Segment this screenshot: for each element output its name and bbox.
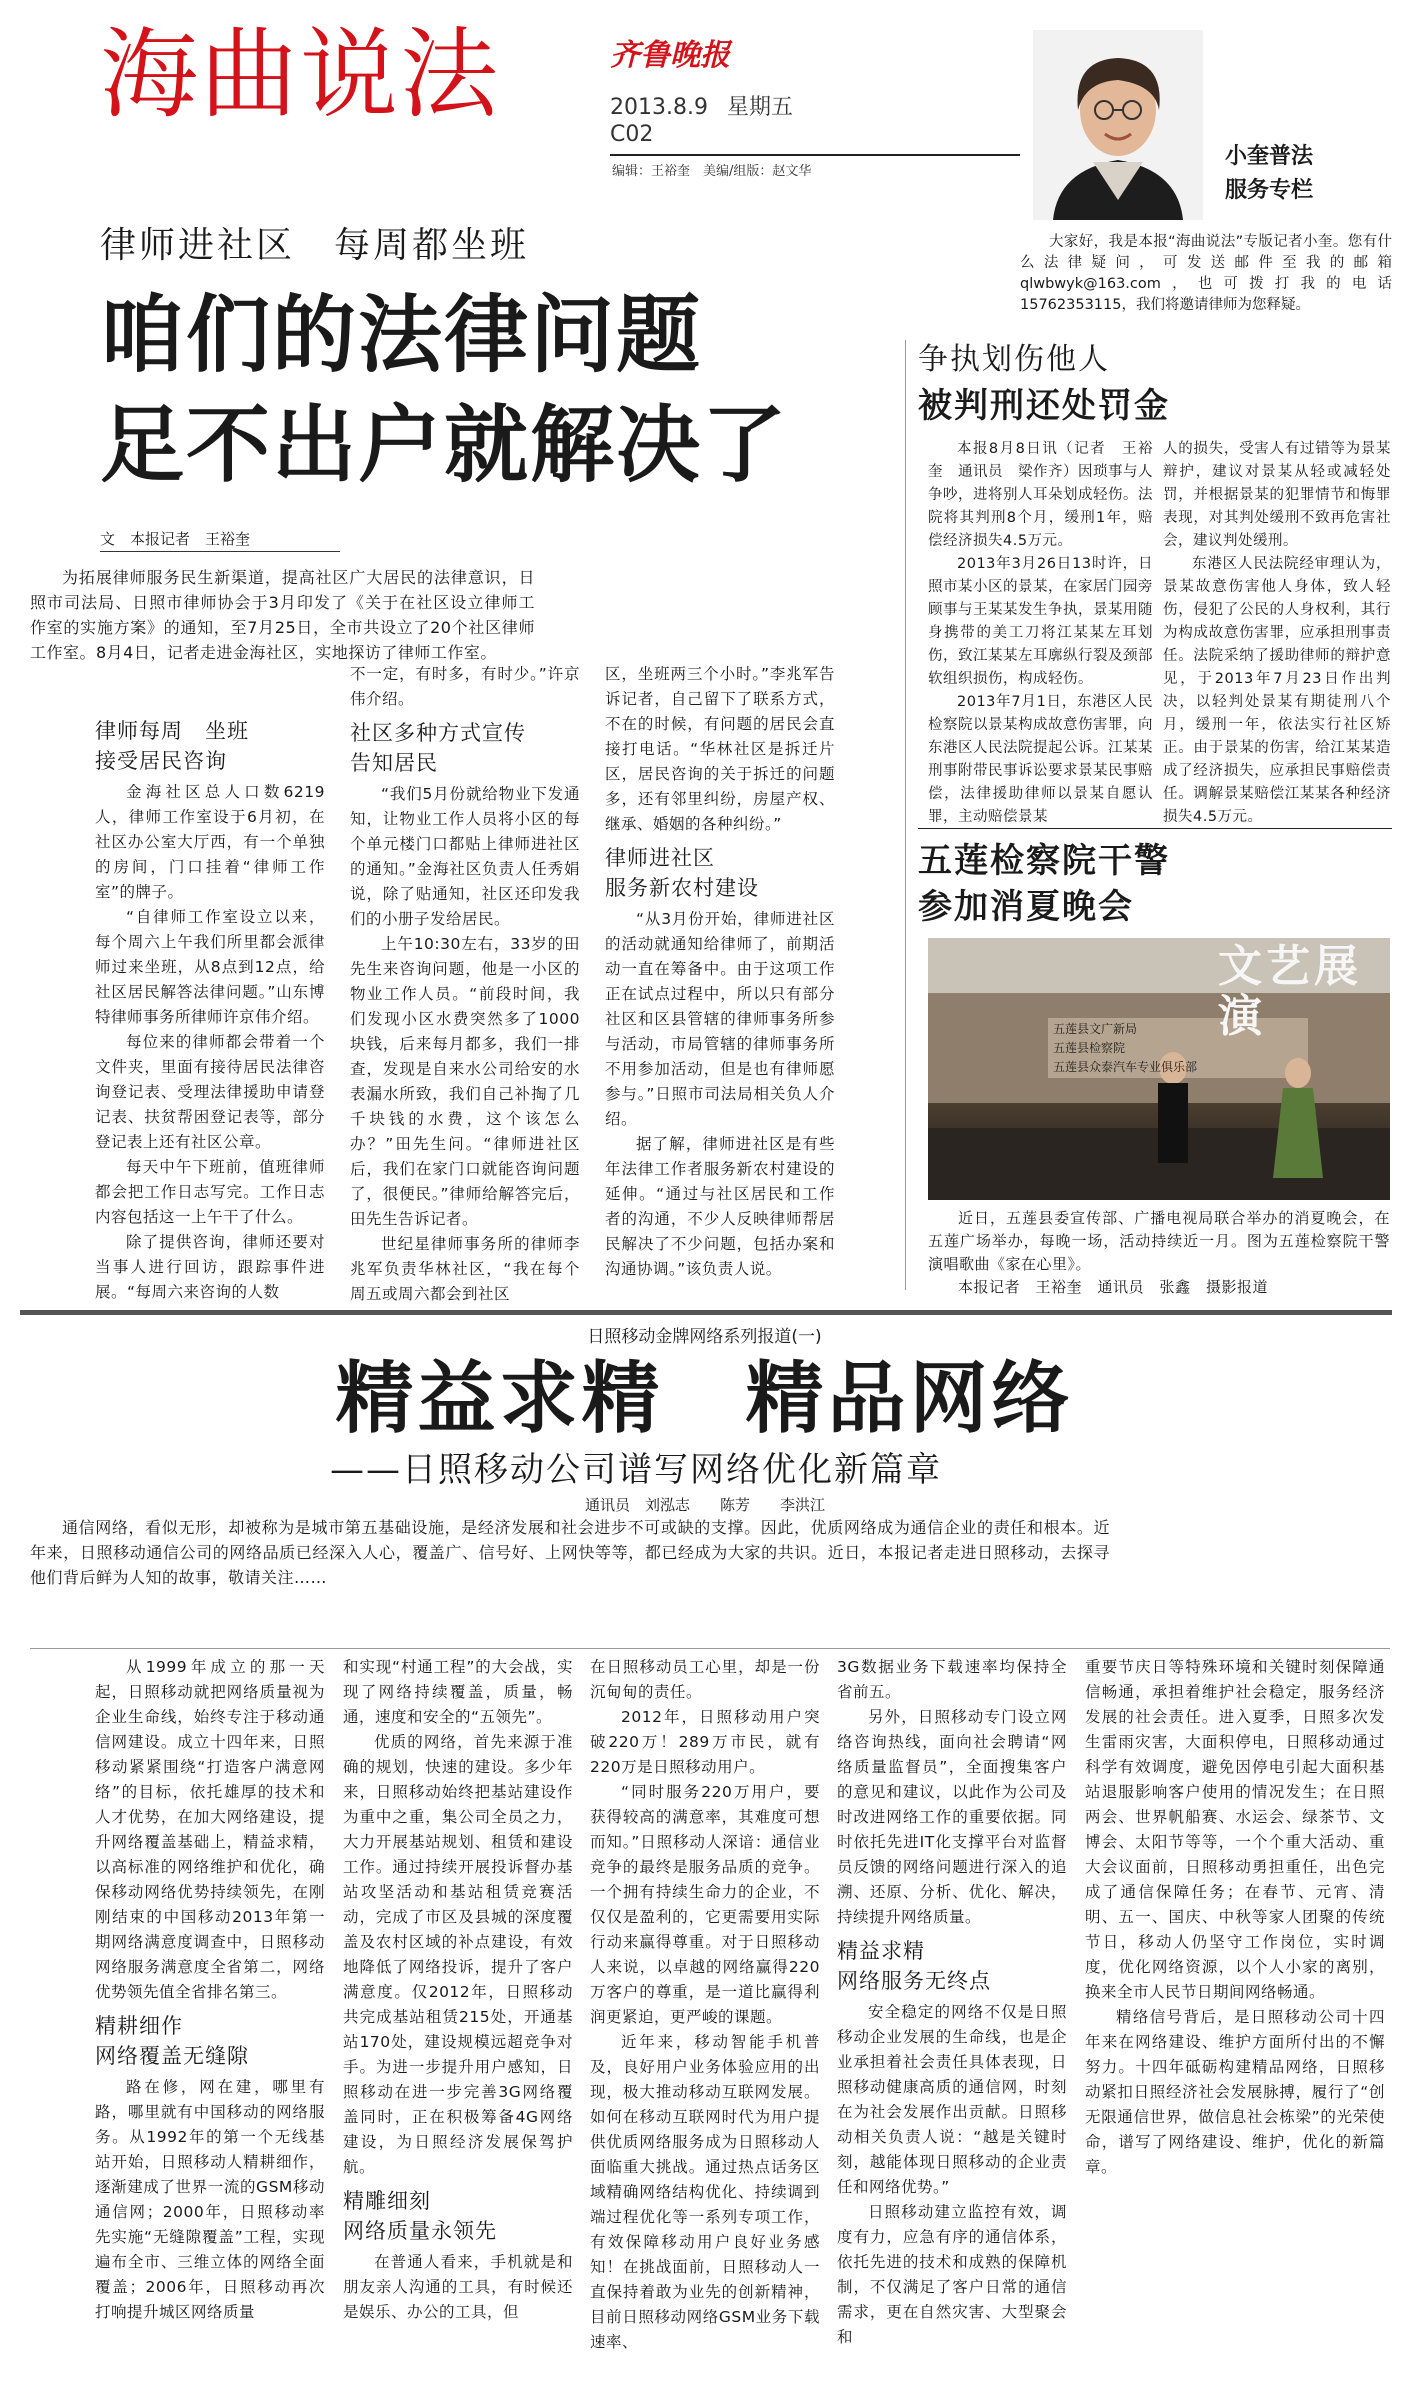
editors-line: 编辑：王裕奎 美编/组版：赵文华	[612, 164, 812, 179]
paragraph: 安全稳定的网络不仅是日照移动企业发展的生命线，也是企业承担着社会责任具体表现，日照移动健康高质的通信网，时刻在为社会发展作出贡献。日照移动相关负责人说：“越是关键时刻，越能体现日照移动的企业责任和网络优势。”	[837, 2003, 1067, 2196]
section-title: 海曲说法	[100, 18, 501, 132]
paragraph: 2013年7月1日，东港区人民检察院以景某构成故意伤害罪，向东港区人民法院提起公诉。江某某刑事附带民事诉讼要求景某民事赔偿，法律援助律师以景某自愿认罪，主动赔偿景某	[928, 694, 1153, 825]
paragraph: 2012年，日照移动用户突破220万！289万市民，就有220万是日照移动用户。	[590, 1708, 820, 1776]
photo-headline-line2: 参加消夏晚会	[918, 887, 1134, 927]
photo-headline-line1: 五莲检察院干警	[918, 841, 1170, 881]
section-divider	[20, 1310, 1392, 1315]
lead-subhead-2: 社区多种方式宣传 告知居民	[350, 721, 526, 775]
paragraph: 2013年3月26日13时许，日照市某小区的景某，在家居门园旁顾事与王某某发生争执，景某用随身携带的美工刀将江某某左耳划伤，致江某某左耳廓纵行裂及颈部软组织损伤，构成轻伤。	[928, 556, 1153, 687]
lead-headline-line2: 足不出户就解决了	[100, 396, 789, 494]
paragraph: 在日照移动员工心里，却是一份沉甸甸的责任。	[590, 1658, 820, 1701]
paragraph: 另外，日照移动专门设立网络咨询热线，面向社会聘请“网络质量监督员”，全面搜集客户的意见和建议，以此作为公司及时改进网络工作的重要依据。同时依托先进IT化支撑平台对监督员反馈的网络问题进行深入的追溯、还原、分析、优化、解决，持续提升网络质量。	[837, 1708, 1067, 1926]
sign-line: 五莲县文广新局	[1053, 1022, 1138, 1036]
paragraph: 每位来的律师都会带着一个文件夹，里面有接待居民法律咨询登记表、受理法律援助申请登记表、扶贫帮困登记表等，部分登记表上还有社区公章。	[95, 1033, 325, 1151]
column-name-line1: 小奎普法	[1225, 144, 1314, 169]
date: 2013.8.9	[610, 95, 708, 120]
paragraph: 精络信号背后，是日照移动公司十四年来在网络建设、维护方面所付出的不懈努力。十四年砥砺构建精品网络，日照移动紧扣日照经济社会发展脉搏，履行了“创无限通信世界，做信息社会栋梁”的光荣使命，谱写了网络建设、维护，优化的新篇章。	[1085, 2008, 1385, 2176]
paragraph: 区，坐班两三个小时。”李兆军告诉记者，自己留下了联系方式，不在的时候，有问题的居民会直接打电话。“华林社区是拆迁片区，居民咨询的关于拆迁的问题多，还有邻里纠纷，房屋产权、继承、婚姻的各种纠纷。”	[605, 665, 835, 833]
paragraph: 优质的网络，首先来源于准确的规划，快速的建设。多少年来，日照移动始终把基站建设作为重中之重，集公司全员之力，大力开展基站规划、租赁和建设工作。通过持续开展投诉督办基站攻坚活动和基站租赁竞赛活动，完成了市区及县城的深度覆盖及农村区域的补点建设，有效地降低了网络投诉，提升了客户满意度。仅2012年，日照移动共完成基站租赁215处，开通基站170处，建设规模远超竞争对手。为进一步提升用户感知，日照移动在进一步完善3G网络覆盖同时，正在积极筹备4G网络建设，为日照经济发展保驾护航。	[343, 1733, 573, 2176]
case-column-1	[928, 438, 1153, 829]
photo-caption	[928, 1207, 1390, 1299]
sign-line: 五莲县检察院	[1053, 1041, 1126, 1055]
paragraph: 人的损失，受害人有过错等为景某辩护，建议对景某从轻或减轻处罚，并根据景某的犯罪情节和悔罪表现，对其判处缓刑不致再危害社会，建议判处缓刑。	[1163, 441, 1391, 549]
paragraph: 东港区人民法院经审理认为，景某故意伤害他人身体，致人轻伤，侵犯了公民的人身权利，其行为构成故意伤害罪，应承担刑事责任。法院采纳了援助律师的辩护意见，于2013年7月23日作出判决，以轻判处景某有期徒刑八个月，缓刑一年，依法实行社区矫正。由于景某的伤害，给江某某造成了经济损失，应承担民事赔偿责任。调解景某赔偿江某某各种经济损失4.5万元。	[1163, 556, 1391, 825]
column-intro: 大家好，我是本报“海曲说法”专版记者小奎。您有什么法律疑问，可发送邮件至我的邮箱 qlwbwyk@163.com，也可拨打我的电话 15762353115，我们将邀请律师为您释疑。	[1020, 234, 1392, 313]
case-column-2	[1163, 438, 1391, 829]
paragraph: 除了提供咨询，律师还要对当事人进行回访，跟踪事件进展。“每周六来咨询的人数	[95, 1233, 325, 1301]
paragraph: 近年来，移动智能手机普及，良好用户业务体验应用的出现，极大推动移动互联网发展。如何在移动互联网时代为用户提供优质网络服务成为日照移动人面临重大挑战。通过热点话务区域精确网络结构优化、持续调到端过程优化等一系列专项工作，有效保障移动用户良好业务感知！在挑战面前，日照移动人一直保持着敢为业先的创新精神，目前日照移动网络GSM业务下载速率、	[590, 2033, 820, 2351]
paragraph: 在普通人看来，手机就是和朋友亲人沟通的工具，有时候还是娱乐、办公的工具，但	[343, 2253, 573, 2321]
weekday: 星期五	[726, 95, 793, 120]
lead-subhead-1: 律师每周 坐班 接受居民咨询	[95, 719, 249, 773]
feature-headline: 精益求精 精品网络	[335, 1354, 1074, 1444]
paragraph: 日照移动建立监控有效，调度有力，应急有序的通信体系，依托先进的技术和成熟的保障机制，不仅满足了客户日常的通信需求，更在自然灾害、大型聚会和	[837, 2203, 1067, 2346]
photo-credit: 本报记者 王裕奎 通讯员 张鑫 摄影报道	[958, 1278, 1269, 1296]
feature-column-2	[343, 1655, 573, 2325]
feature-column-1	[95, 1655, 325, 2325]
paragraph: 金海社区总人口数6219人，律师工作室设于6月初，在社区办公室大厅西，有一个单独的房间，门口挂着“律师工作室”的牌子。	[95, 783, 325, 901]
issue-date	[610, 90, 793, 121]
feature-subhead: ——日照移动公司谱写网络优化新篇章	[330, 1450, 942, 1490]
page-number: C02	[610, 122, 654, 147]
lead-column-3	[605, 662, 835, 1282]
lead-subhead-3: 律师进社区 服务新农村建设	[605, 846, 759, 900]
paragraph: “自律师工作室设立以来，每个周六上午我们所里都会派律师过来坐班，从8点到12点，给社区居民解答法律问题。”山东博特律师事务所律师许京伟介绍。	[95, 908, 325, 1026]
lead-intro-text: 为拓展律师服务民生新渠道，提高社区广大居民的法律意识，日照市司法局、日照市律师协会于3月印发了《关于在社区设立律师工作室的实施方案》的通知，至7月25日，全市共设立了20个社区律师工作室。8月4日，记者走进金海社区，实地探访了律师工作室。	[30, 568, 535, 662]
paragraph: 每天中午下班前，值班律师都会把工作日志写完。工作日志内容包括这一上午干了什么。	[95, 1158, 325, 1226]
sign-line: 五莲县众泰汽车专业俱乐部	[1053, 1060, 1198, 1074]
stage-sign	[1053, 1020, 1197, 1077]
paragraph: 从1999年成立的那一天起，日照移动就把网络质量视为企业生命线，始终专注于移动通信网建设。成立十四年来，日照移动紧紧围绕“打造客户满意网络”的目标，依托雄厚的技术和人才优势，在加大网络建设，提升网络覆盖基础上，精益求精，以高标准的网络维护和优化，确保移动网络优势持续领先，在刚刚结束的中国移动2013年第一期网络满意度调查中，日照移动网络服务满意度全省第二，网络优势领先值全省排名第三。	[95, 1658, 325, 2001]
reporter-photo	[1033, 30, 1203, 220]
column-divider	[905, 340, 906, 1290]
feature-series: 日照移动金牌网络系列报道(一)	[587, 1327, 822, 1347]
paragraph: 上午10:30左右，33岁的田先生来咨询问题，他是一小区的物业工作人员。“前段时间，我们发现小区水费突然多了1000块钱，后来每月都多，我们一排查，发现是自来水公司给安的水表漏水所致，我们自己补掏了几千块钱的水费，这个该怎么办？”田先生问。“律师进社区后，我们在家门口就能咨询问题了，很便民。”律师给解答完后，田先生告诉记者。	[350, 935, 580, 1228]
feature-intro	[30, 1515, 1110, 1590]
event-photo	[928, 938, 1390, 1200]
paragraph: 3G数据业务下载速率均保持全省前五。	[837, 1658, 1067, 1701]
paragraph: 路在修，网在建，哪里有路，哪里就有中国移动的网络服务。从1992年的第一个无线基站开始，日照移动人精耕细作，逐渐建成了世界一流的GSM移动通信网；2000年，日照移动率先实施“无缝隙覆盖”工程，实现遍布全市、三维立体的网络全面覆盖；2006年，日照移动再次打响提升城区网络质量	[95, 2078, 325, 2321]
stage-banner: 文艺展演	[1218, 941, 1362, 1042]
feature-byline: 通讯员 刘泓志 陈芳 李洪江	[585, 1496, 826, 1514]
lead-column-1	[95, 710, 325, 1305]
paragraph: 本报8月8日讯（记者 王裕奎 通讯员 梁作齐）因琐事与人争吵，进将别人耳朵划成轻伤。法院将其判刑8个月，缓刑1年，赔偿经济损失4.5万元。	[928, 441, 1153, 549]
feature-column-5	[1085, 1655, 1385, 2180]
feature-intro-text: 通信网络，看似无形，却被称为是城市第五基础设施，是经济发展和社会进步不可或缺的支撑。因此，优质网络成为通信企业的责任和根本。近年来，日照移动通信公司的网络品质已经深入人心，覆盖广、信号好、上网快等等，都已经成为大家的共识。近日，本报记者走进日照移动，去探寻他们背后鲜为人知的故事，敬请关注……	[30, 1518, 1110, 1587]
case-kicker: 争执划伤他人	[918, 342, 1110, 377]
paragraph: “同时服务220万用户，要获得较高的满意率，其难度可想而知。”日照移动人深谙：通信业竞争的最终是服务品质的竞争。一个拥有持续生命力的企业，不仅仅是盈利的，它更需要用实际行动来赢得尊重。对于日照移动人来说，以卓越的网络赢得220万客户的尊重，是一道比赢得利润更紧迫，更严峻的课题。	[590, 1783, 820, 2026]
case-divider	[918, 828, 1392, 829]
caption-text: 近日，五莲县委宣传部、广播电视局联合举办的消夏晚会，在五莲广场举办，每晚一场，活动持续近一月。图为五莲检察院干警演唱歌曲《家在心里》。	[928, 1209, 1390, 1273]
lead-intro	[30, 565, 535, 665]
lead-byline: 文 本报记者 王裕奎	[100, 528, 340, 552]
feature-subhead-2: 精雕细刻 网络质量永领先	[343, 2189, 497, 2243]
paragraph: 和实现“村通工程”的大会战，实现了网络持续覆盖，质量，畅通，速度和安全的“五领先”。	[343, 1658, 573, 1726]
newspaper-logo: 齐鲁晚报	[610, 38, 730, 73]
paragraph: 世纪星律师事务所的律师李兆军负责华林社区，“我在每个周五或周六都会到社区	[350, 1235, 580, 1303]
paragraph: 据了解，律师进社区是有些年法律工作者服务新农村建设的延伸。“通过与社区居民和工作者的沟通，不少人反映律师帮居民解决了不少问题，包括办案和沟通协调。”该负责人说。	[605, 1135, 835, 1278]
masthead-rule	[610, 154, 1020, 156]
paragraph: “我们5月份就给物业下发通知，让物业工作人员将小区的每个单元楼门口都贴上律师进社区的通知。”金海社区负责人任秀娟说，除了贴通知，社区还印发我们的小册子发给居民。	[350, 785, 580, 928]
feature-intro-rule	[30, 1648, 1390, 1649]
photo-headline	[918, 838, 1170, 930]
feature-subhead-4: 精益求精 网络服务无终点	[837, 1939, 991, 1993]
lead-headline	[100, 280, 788, 500]
lead-column-2	[350, 662, 580, 1307]
paragraph: 不一定，有时多，有时少。”许京伟介绍。	[350, 665, 580, 708]
feature-column-4	[837, 1655, 1067, 2350]
lead-headline-line1: 咱们的法律问题	[100, 286, 703, 384]
paragraph: “从3月份开始，律师进社区的活动就通知给律师了，前期活动一直在筹备中。由于这项工作正在试点过程中，所以只有部分社区和区县管辖的律师事务所参与活动，市局管辖的律师事务所不用参加活动，但是也有律师愿参与。”日照市司法局相关负人介绍。	[605, 910, 835, 1128]
column-name-line2: 服务专栏	[1225, 178, 1314, 203]
paragraph: 重要节庆日等特殊环境和关键时刻保障通信畅通，承担着维护社会稳定，服务经济发展的社会责任。进入夏季，日照多次发生雷雨灾害，大面积停电，日照移动通过科学有效调度，避免因停电引起大面积基站退服影响客户使用的情况发生；在日照两会、世界帆船赛、水运会、绿茶节、文博会、太阳节等等，一个个重大活动、重大会议面前，日照移动勇担重任，出色完成了通信保障任务；在春节、元宵、清明、五一、国庆、中秋等家人团聚的传统节日，移动人仍坚守工作岗位，实时调度，优化网络资源，以个人小家的离别，换来全市人民节日期间网络畅通。	[1085, 1658, 1385, 2001]
lead-kicker: 律师进社区 每周都坐班	[100, 225, 530, 266]
column-name	[1225, 140, 1313, 208]
case-headline: 被判刑还处罚金	[918, 386, 1170, 426]
feature-subhead-1: 精耕细作 网络覆盖无缝隙	[95, 2014, 249, 2068]
feature-column-3	[590, 1655, 820, 2355]
